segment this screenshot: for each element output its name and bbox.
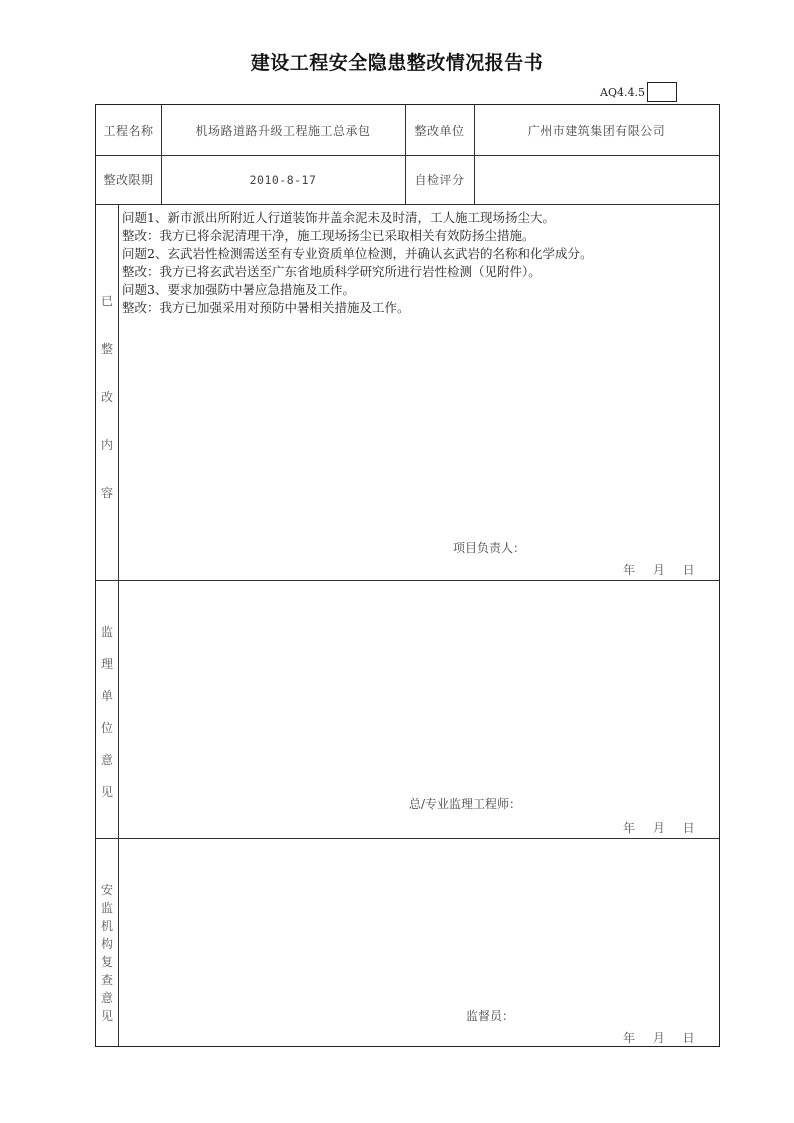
supervision-date-label: 年 月 日 <box>623 821 695 835</box>
rectify-unit-label: 整改单位 <box>414 123 465 138</box>
deadline-label: 整改限期 <box>103 173 154 187</box>
deadline-value[interactable]: 2010-8-17 <box>249 172 317 187</box>
label-char: 监 <box>100 625 113 639</box>
label-char: 见 <box>100 1009 113 1023</box>
content-line: 问题1、新市派出所附近人行道装饰井盖余泥未及时清，工人施工现场扬尘大。 <box>122 210 555 225</box>
label-char: 已 <box>100 294 113 308</box>
label-char: 意 <box>100 991 113 1005</box>
report-form <box>95 104 720 1047</box>
label-char: 见 <box>100 785 113 799</box>
form-code-text: AQ4.4.5 <box>600 85 645 99</box>
safety-agency-date-label: 年 月 日 <box>623 1031 695 1045</box>
content-line: 问题2、玄武岩性检测需送至有专业资质单位检测，并确认玄武岩的名称和化学成分。 <box>122 246 593 261</box>
rectified-section-label <box>96 292 118 532</box>
rectified-content[interactable] <box>122 209 712 317</box>
row-divider <box>96 580 719 581</box>
page-title: 建设工程安全隐患整改情况报告书 <box>250 52 544 74</box>
label-char: 复 <box>100 955 113 969</box>
inspector-signature-label: 监督员： <box>466 1009 515 1023</box>
content-line: 整改：我方已加强采用对预防中暑相关措施及工作。 <box>122 300 410 315</box>
label-char: 安 <box>100 883 113 897</box>
label-char: 改 <box>100 390 113 404</box>
label-char: 监 <box>100 901 113 915</box>
label-char: 机 <box>100 919 113 933</box>
supervision-section-label <box>96 623 118 815</box>
label-char: 意 <box>100 753 113 767</box>
col-divider <box>118 204 119 1046</box>
row-divider <box>96 204 719 205</box>
content-line: 问题3、要求加强防中暑应急措施及工作。 <box>122 282 355 297</box>
project-name-label: 工程名称 <box>103 123 154 138</box>
self-check-value[interactable] <box>474 155 719 204</box>
content-line: 整改：我方已将玄武岩送至广东省地质科学研究所进行岩性检测（见附件）。 <box>122 264 541 279</box>
label-char: 位 <box>100 721 113 735</box>
label-char: 理 <box>100 657 113 671</box>
content-line: 整改：我方已将余泥清理干净，施工现场扬尘已采取相关有效防扬尘措施。 <box>122 228 535 243</box>
label-char: 内 <box>100 438 113 452</box>
project-name-value[interactable]: 机场路道路升级工程施工总承包 <box>195 123 371 138</box>
label-char: 容 <box>100 486 113 500</box>
supervisor-signature-label: 总/专业监理工程师： <box>409 797 522 811</box>
form-code-box[interactable] <box>647 82 677 102</box>
label-char: 构 <box>100 937 113 951</box>
label-char: 整 <box>100 342 113 356</box>
self-check-label: 自检评分 <box>414 173 465 187</box>
safety-agency-section-label <box>96 881 118 1025</box>
row-divider <box>96 838 719 839</box>
rectify-unit-value[interactable]: 广州市建筑集团有限公司 <box>527 123 666 138</box>
label-char: 单 <box>100 689 113 703</box>
project-manager-signature-label: 项目负责人： <box>453 541 526 555</box>
form-code <box>600 82 677 102</box>
label-char: 查 <box>100 973 113 987</box>
rectified-date-label: 年 月 日 <box>623 563 695 577</box>
